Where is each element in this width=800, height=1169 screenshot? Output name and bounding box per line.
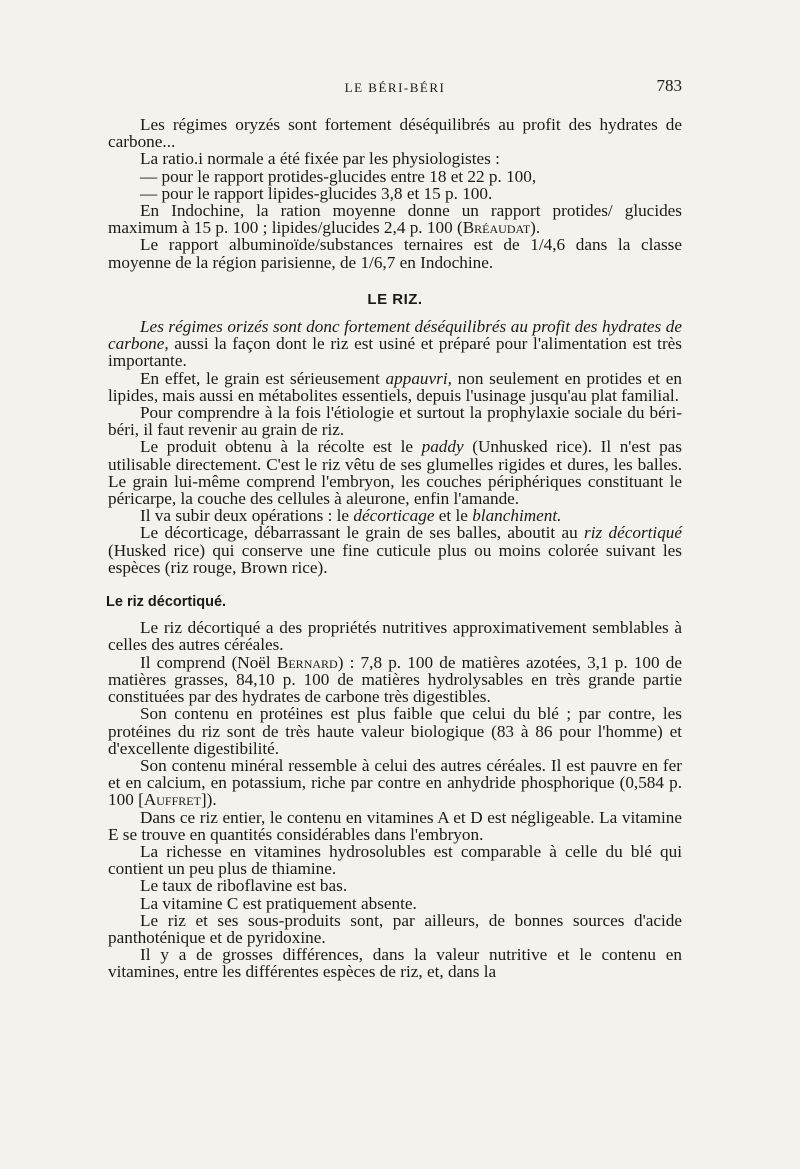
list-item: — pour le rapport protides-glucides entre 18 et 22 p. 100, <box>140 166 537 186</box>
text-span: Son contenu minéral ressemble à celui des autres céréales. Il est pauvre en fer et en calcium, en potassium, riche par contre en anhydride phosphorique (0,584 p. 100 [ <box>108 755 682 810</box>
emphasis: riz décortiqué <box>584 523 683 543</box>
text-span: En effet, le grain est sérieusement <box>140 368 386 388</box>
page-number: 783 <box>656 76 682 95</box>
text-span: (Husked rice) qui conserve une fine cuticule plus ou moins colorée suivant les espèces (riz rouge, Brown rice). <box>108 540 682 577</box>
body-text <box>108 116 682 981</box>
paragraph: Le riz et ses sous-produits sont, par ailleurs, de bonnes sources d'acide panthoténique et de pyridoxine. <box>108 910 682 947</box>
page-header <box>108 76 682 102</box>
running-title: LE BÉRI-BÉRI <box>344 80 446 95</box>
paragraph: Le rapport albuminoïde/substances ternaires est de 1/4,6 dans la classe moyenne de la région parisienne, de 1/6,7 en Indochine. <box>108 235 682 272</box>
paragraph <box>108 318 682 370</box>
text-span: Il comprend (Noël <box>140 652 277 672</box>
subsection-title: Le riz décortiqué. <box>106 594 227 611</box>
list-item: — pour le rapport lipides-glucides 3,8 et 15 p. 100. <box>140 183 493 203</box>
text-span: ) : 7,8 p. 100 de matières azotées, 3,1 p. 100 de matières grasses, 84,10 p. 100 de matières hydrolysables en très grande partie constituées par des hydrates de carbone très digestibles. <box>108 652 682 707</box>
text-span: ). <box>530 218 541 238</box>
author-name: Bréaudat <box>462 218 531 238</box>
text-span: aussi la façon dont le riz est usiné et préparé pour l'alimentation est très importante. <box>108 334 682 371</box>
text-span: ]). <box>200 790 217 810</box>
text-span: et le <box>434 506 473 526</box>
paragraph <box>108 654 682 706</box>
paragraph: Le riz décortiqué a des propriétés nutritives approximativement semblables à celles des autres céréales. <box>108 618 682 655</box>
author-name: Auffret <box>143 790 201 810</box>
paragraph <box>108 507 682 524</box>
paragraph <box>108 524 682 576</box>
text-span: non seulement en protides et en lipides, mais aussi en métabolites essentiels, depuis l'usinage jusqu'au plat familial. <box>108 368 683 405</box>
paragraph: Il y a de grosses différences, dans la valeur nutritive et le contenu en vitamines, entre les différentes espèces de riz, et, dans la <box>108 945 682 982</box>
paragraph <box>108 757 682 809</box>
paragraph <box>108 438 682 507</box>
author-name: Bernard <box>276 652 338 672</box>
paragraph: La richesse en vitamines hydrosolubles est comparable à celle du blé qui contient un peu plus de thiamine. <box>108 841 682 879</box>
paragraph: La vitamine C est pratiquement absente. <box>140 893 417 913</box>
emphasis: appauvri, <box>385 368 452 388</box>
section-title: LE RIZ. <box>367 290 423 308</box>
paragraph <box>108 370 682 404</box>
emphasis: décorticage <box>353 506 435 526</box>
text-span: (Unhusked rice). Il n'est pas utilisable directement. C'est le riz vêtu de ses glumelles rigides et dures, les balles. Le grain lui-même comprend l'embryon, les couches périphériques constituant le péricarpe, la couche des cellules à aleurone, enfin l'amande. <box>108 437 682 509</box>
paragraph: Son contenu en protéines est plus faible que celui du blé ; par contre, les protéines du riz sont de très haute valeur biologique (83 à 86 pour l'homme) et d'excellente digestibilité. <box>108 704 682 758</box>
paragraph: Pour comprendre à la fois l'étiologie et surtout la prophylaxie sociale du béri-béri, il faut revenir au grain de riz. <box>108 403 682 440</box>
text-span: Le produit obtenu à la récolte est le <box>140 437 422 457</box>
text-span: En Indochine, la ration moyenne donne un rapport protides/ glucides maximum à 15 p. 100 ; lipides/glucides 2,4 p. 100 ( <box>108 201 682 238</box>
text-span: Il va subir deux opérations : le <box>140 506 354 526</box>
paragraph: Dans ce riz entier, le contenu en vitamines A et D est négligeable. La vitamine E se trouve en quantités considérables dans l'embryon. <box>108 807 682 844</box>
paragraph <box>108 202 682 236</box>
text-span: Le décorticage, débarrassant le grain de ses balles, aboutit au <box>140 523 585 543</box>
paragraph: Le taux de riboflavine est bas. <box>140 876 348 896</box>
emphasis: blanchiment. <box>472 506 562 526</box>
paragraph: Les régimes oryzés sont fortement déséquilibrés au profit des hydrates de carbone... <box>108 115 682 152</box>
paragraph: La ratio.i normale a été fixée par les physiologistes : <box>140 149 500 169</box>
emphasis: paddy <box>421 437 464 457</box>
emphasis: Les régimes orizés sont donc fortement déséquilibrés au profit des hydrates de carbone, <box>108 317 682 354</box>
